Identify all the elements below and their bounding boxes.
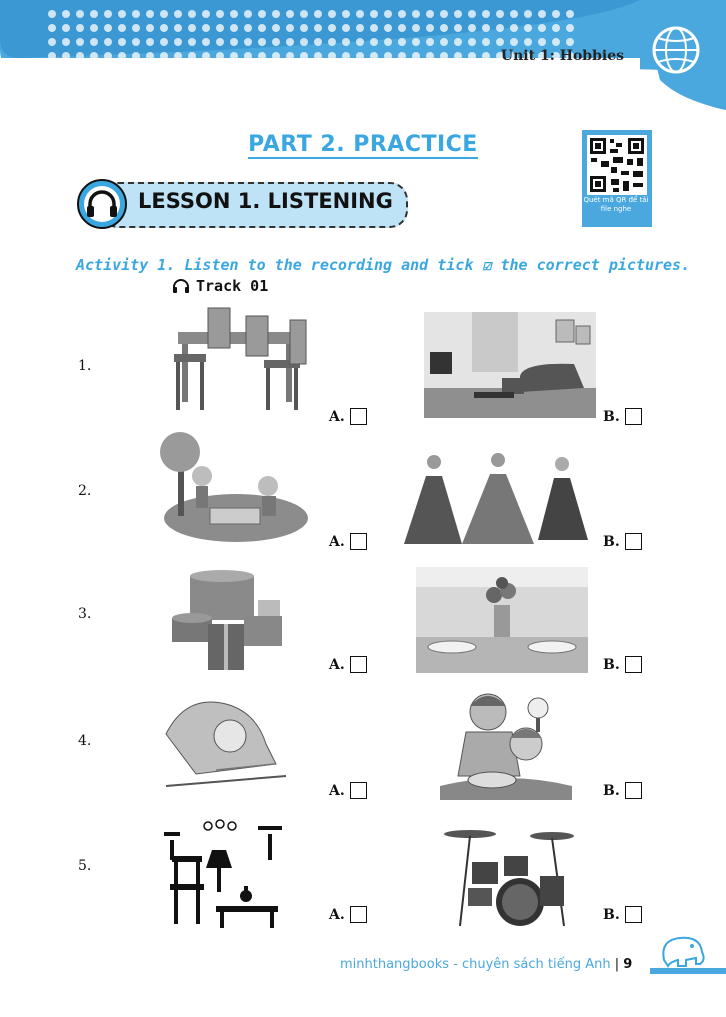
picture-picnic (150, 432, 310, 546)
option-b-4[interactable] (603, 782, 642, 799)
track-text: Track 01 (196, 277, 269, 295)
picture-living-room (424, 312, 596, 418)
checkbox[interactable] (625, 906, 642, 923)
checkbox[interactable] (350, 533, 367, 550)
option-a-4[interactable] (329, 782, 367, 799)
picture-antique-furniture (162, 810, 284, 930)
lesson-title: LESSON 1. LISTENING (138, 189, 393, 213)
question-number-1: 1. (78, 358, 92, 374)
option-b-5[interactable] (603, 906, 642, 923)
checkbox[interactable] (625, 533, 642, 550)
checkbox[interactable] (625, 656, 642, 673)
option-b-label: B. (603, 782, 620, 799)
question-number-2: 2. (78, 483, 92, 499)
qr-caption: Quét mã QR để tải file nghe (583, 196, 649, 213)
picture-table-setting (416, 567, 588, 673)
picture-dining-table (168, 306, 314, 414)
option-a-label: A. (329, 782, 345, 799)
checkbox[interactable] (350, 408, 367, 425)
checkbox[interactable] (350, 656, 367, 673)
option-a-label: A. (329, 408, 345, 425)
option-b-label: B. (603, 408, 620, 425)
option-b-label: B. (603, 656, 620, 673)
part-title: PART 2. PRACTICE (248, 132, 478, 157)
activity-instruction: Activity 1. Listen to the recording and tick ☑ the correct pictures. (76, 256, 691, 274)
question-number-4: 4. (78, 733, 92, 749)
footer-text: minhthangbooks - chuyên sách tiếng Anh (340, 957, 611, 972)
option-a-1[interactable] (329, 408, 367, 425)
checkbox[interactable] (350, 782, 367, 799)
picture-gift-boxes (168, 570, 288, 674)
footer (340, 957, 632, 972)
picture-girl-drawing (156, 694, 296, 790)
headphones-icon (76, 178, 128, 230)
picture-drum-kit (440, 826, 580, 930)
option-b-label: B. (603, 906, 620, 923)
checkbox[interactable] (625, 782, 642, 799)
footer-separator: | (614, 957, 620, 972)
unit-label: Unit 1: Hobbies (500, 48, 624, 64)
headphones-icon (172, 278, 190, 294)
option-b-3[interactable] (603, 656, 642, 673)
option-b-2[interactable] (603, 533, 642, 550)
option-b-label: B. (603, 533, 620, 550)
option-a-3[interactable] (329, 656, 367, 673)
question-number-5: 5. (78, 858, 92, 874)
track-label[interactable] (172, 277, 268, 295)
option-a-5[interactable] (329, 906, 367, 923)
question-number-3: 3. (78, 606, 92, 622)
picture-dolls (400, 452, 596, 548)
option-a-2[interactable] (329, 533, 367, 550)
picture-cooking (436, 686, 576, 804)
option-a-label: A. (329, 533, 345, 550)
option-a-label: A. (329, 656, 345, 673)
page-number: 9 (623, 957, 633, 972)
option-b-1[interactable] (603, 408, 642, 425)
checkbox[interactable] (625, 408, 642, 425)
globe-icon (646, 22, 706, 78)
option-a-label: A. (329, 906, 345, 923)
checkbox[interactable] (350, 906, 367, 923)
elephant-logo-icon (656, 930, 712, 970)
